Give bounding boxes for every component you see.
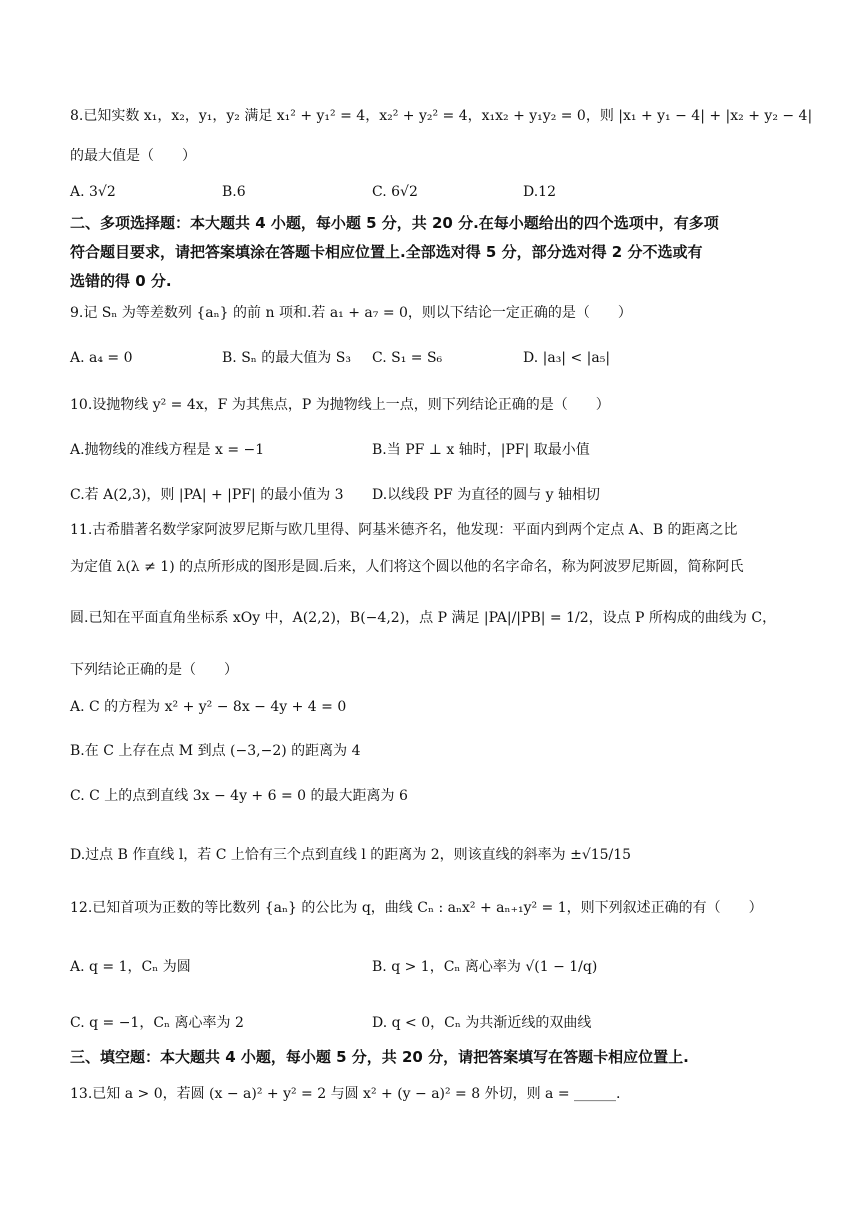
q8-option-b: B.6 <box>222 184 246 200</box>
q11-line3: 圆.已知在平面直角坐标系 xOy 中，A(2,2)，B(−4,2)，点 P 满足 |PA|/|PB| = 1/2，设点 P 所构成的曲线为 C， <box>70 610 777 626</box>
q11-line1: 11.古希腊著名数学家阿波罗尼斯与欧几里得、阿基米德齐名，他发现：平面内到两个定点 A、B 的距离之比 <box>70 522 738 538</box>
q12-stem: 12.已知首项为正数的等比数列 {aₙ} 的公比为 q，曲线 Cₙ : aₙx² + aₙ₊₁y² = 1，则下列叙述正确的有（ ） <box>70 900 763 916</box>
q8-option-c: C. 6√2 <box>372 184 418 200</box>
q8-option-d: D.12 <box>523 184 556 200</box>
q11-line4: 下列结论正确的是（ ） <box>70 662 238 678</box>
q12-option-a: A. q = 1，Cₙ 为圆 <box>70 959 191 975</box>
q9-option-a: A. a₄ = 0 <box>70 350 133 366</box>
q10-option-a: A.抛物线的准线方程是 x = −1 <box>70 442 265 458</box>
q12-option-b: B. q > 1，Cₙ 离心率为 √(1 − 1/q) <box>372 959 598 975</box>
q12-option-c: C. q = −1，Cₙ 离心率为 2 <box>70 1015 244 1031</box>
q10-stem: 10.设抛物线 y² = 4x，F 为其焦点，P 为抛物线上一点，则下列结论正确的是（ ） <box>70 397 610 413</box>
q8-option-a: A. 3√2 <box>70 184 116 200</box>
q11-option-a: A. C 的方程为 x² + y² − 8x − 4y + 4 = 0 <box>70 699 347 715</box>
q9-option-b: B. Sₙ 的最大值为 S₃ <box>222 350 351 366</box>
q9-option-d: D. |a₃| < |a₅| <box>523 350 611 366</box>
q10-option-c: C.若 A(2,3)，则 |PA| + |PF| 的最小值为 3 <box>70 487 344 503</box>
section2-heading-line2: 符合题目要求，请把答案填涂在答题卡相应位置上.全部选对得 5 分，部分选对得 2 分不选或有 <box>70 243 703 261</box>
q11-line2: 为定值 λ(λ ≠ 1) 的点所形成的图形是圆.后来，人们将这个圆以他的名字命名，称为阿波罗尼斯圆，简称阿氏 <box>70 559 744 575</box>
q11-option-b: B.在 C 上存在点 M 到点 (−3,−2) 的距离为 4 <box>70 743 361 759</box>
section2-heading-line3: 选错的得 0 分. <box>70 272 172 290</box>
q11-option-c: C. C 上的点到直线 3x − 4y + 6 = 0 的最大距离为 6 <box>70 788 408 804</box>
q12-option-d: D. q < 0，Cₙ 为共渐近线的双曲线 <box>372 1015 592 1031</box>
q8-stem: 8.已知实数 x₁，x₂，y₁，y₂ 满足 x₁² + y₁² = 4，x₂² + y₂² = 4，x₁x₂ + y₁y₂ = 0，则 |x₁ + y₁ − 4| + |x₂ + y₂ − 4| <box>70 108 813 124</box>
q11-option-d: D.过点 B 作直线 l，若 C 上恰有三个点到直线 l 的距离为 2，则该直线的斜率为 ±√15/15 <box>70 847 632 863</box>
section3-heading: 三、填空题：本大题共 4 小题，每小题 5 分，共 20 分，请把答案填写在答题卡相应位置上. <box>70 1048 689 1066</box>
q13-stem: 13.已知 a > 0，若圆 (x − a)² + y² = 2 与圆 x² + (y − a)² = 8 外切，则 a = ______. <box>70 1086 621 1102</box>
q9-option-c: C. S₁ = S₆ <box>372 350 443 366</box>
q9-stem: 9.记 Sₙ 为等差数列 {aₙ} 的前 n 项和.若 a₁ + a₇ = 0，则以下结论一定正确的是（ ） <box>70 305 632 321</box>
q10-option-b: B.当 PF ⊥ x 轴时，|PF| 取最小值 <box>372 442 590 458</box>
q8-stem-cont: 的最大值是（ ） <box>70 148 196 164</box>
q10-option-d: D.以线段 PF 为直径的圆与 y 轴相切 <box>372 487 601 503</box>
section2-heading-line1: 二、多项选择题：本大题共 4 小题，每小题 5 分，共 20 分.在每小题给出的四个选项中，有多项 <box>70 214 719 232</box>
